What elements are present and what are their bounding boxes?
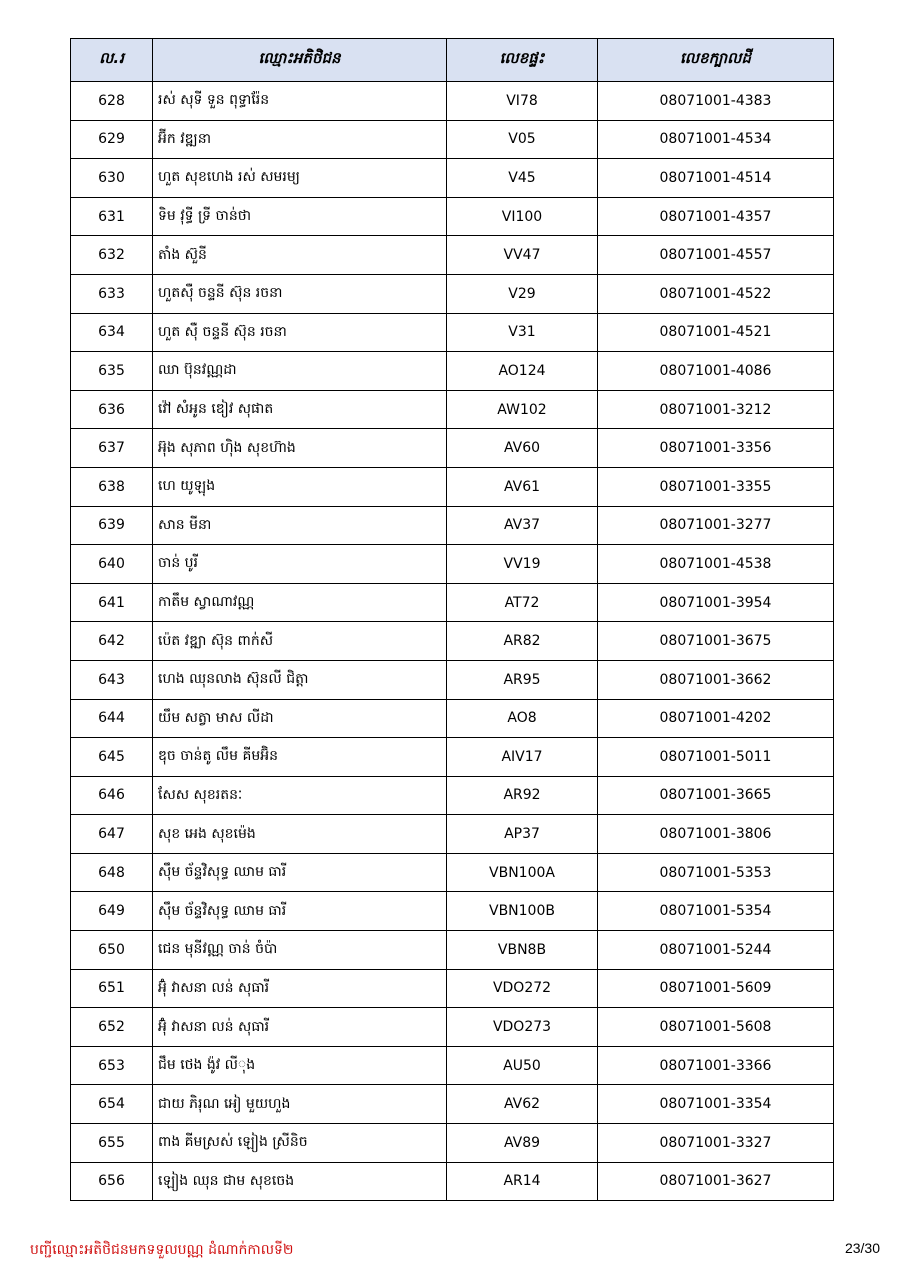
- customer-name: ហួតស៊ឺ ចន្ទនី ស៊ុន រចនា: [153, 274, 447, 313]
- row-number: 631: [71, 197, 153, 236]
- customer-name: ហួត សុខហេង រស់ សមរម្យ: [153, 159, 447, 198]
- house-number: V29: [447, 274, 598, 313]
- row-number: 636: [71, 390, 153, 429]
- table-row: [71, 931, 834, 970]
- table-row: [71, 1085, 834, 1124]
- row-number: 632: [71, 236, 153, 275]
- table-row: [71, 738, 834, 777]
- house-number: AR95: [447, 660, 598, 699]
- table-row: [71, 545, 834, 584]
- header-customer-name: ឈ្មោះអតិថិជន: [153, 39, 447, 82]
- house-number: AP37: [447, 815, 598, 854]
- land-number: 08071001-4522: [598, 274, 834, 313]
- table-row: [71, 390, 834, 429]
- customer-name: ជេន មុនីវណ្ណ ចាន់ ចំប៉ា: [153, 931, 447, 970]
- house-number: VBN8B: [447, 931, 598, 970]
- customer-name: សាន មីនា: [153, 506, 447, 545]
- customer-name: យឹម សត្វា មាស លីដា: [153, 699, 447, 738]
- table-row: [71, 660, 834, 699]
- land-number: 08071001-4357: [598, 197, 834, 236]
- table-row: [71, 159, 834, 198]
- customer-name: ស៊ឹម ច័ន្ទវិសុទ្ធ ឈាម ធារី: [153, 853, 447, 892]
- house-number: AU50: [447, 1046, 598, 1085]
- footer-title: បញ្ជីឈ្មោះអតិថិជនមកទទួលបណ្ណ ដំណាក់កាលទី២: [30, 1242, 294, 1258]
- table-row: [71, 853, 834, 892]
- row-number: 628: [71, 82, 153, 121]
- house-number: AV37: [447, 506, 598, 545]
- house-number: AO124: [447, 352, 598, 391]
- house-number: VI100: [447, 197, 598, 236]
- land-number: 08071001-4534: [598, 120, 834, 159]
- table-row: [71, 274, 834, 313]
- row-number: 645: [71, 738, 153, 777]
- customer-name: ឡៀង ឈុន ជាម សុខចេង: [153, 1162, 447, 1201]
- table-row: [71, 699, 834, 738]
- land-number: 08071001-3627: [598, 1162, 834, 1201]
- house-number: AW102: [447, 390, 598, 429]
- land-number: 08071001-4086: [598, 352, 834, 391]
- land-number: 08071001-3675: [598, 622, 834, 661]
- row-number: 649: [71, 892, 153, 931]
- customer-name: សែស សុខរតនៈ: [153, 776, 447, 815]
- table-row: [71, 467, 834, 506]
- customer-name: អ៊ីក វឌ្ឍនា: [153, 120, 447, 159]
- customer-name: កាតឹម ស្វាណាវណ្ណ: [153, 583, 447, 622]
- row-number: 647: [71, 815, 153, 854]
- customer-name: សុខ អេង សុខម៉េង: [153, 815, 447, 854]
- customer-name: អ៊ុំ វាសនា លន់ សុធារី: [153, 1008, 447, 1047]
- row-number: 629: [71, 120, 153, 159]
- customer-name: រស់ សុទី ទួន ពុទ្ធារ៉ែន: [153, 82, 447, 121]
- land-number: 08071001-5608: [598, 1008, 834, 1047]
- customer-name: ជាយ ភិរុណ អៀ មួយហួង: [153, 1085, 447, 1124]
- land-number: 08071001-3366: [598, 1046, 834, 1085]
- header-house-number: លេខផ្ទះ: [447, 39, 598, 82]
- row-number: 652: [71, 1008, 153, 1047]
- house-number: VI78: [447, 82, 598, 121]
- table-row: [71, 429, 834, 468]
- house-number: AT72: [447, 583, 598, 622]
- land-number: 08071001-3354: [598, 1085, 834, 1124]
- customer-name: ទិម វុទ្ធី ទ្រី ចាន់ថា: [153, 197, 447, 236]
- house-number: AV89: [447, 1124, 598, 1163]
- house-number: AO8: [447, 699, 598, 738]
- table-row: [71, 506, 834, 545]
- customer-name: វ៉ៅ សំអូន ឌៀវ សុផាត: [153, 390, 447, 429]
- row-number: 655: [71, 1124, 153, 1163]
- table-row: [71, 969, 834, 1008]
- row-number: 644: [71, 699, 153, 738]
- customer-name: ហេ យូឡុង: [153, 467, 447, 506]
- customer-name: ឌុច ចាន់តូ លឹម គីមអ៊ិន: [153, 738, 447, 777]
- customer-name: តាំង ស៊ួនី: [153, 236, 447, 275]
- table-row: [71, 622, 834, 661]
- row-number: 653: [71, 1046, 153, 1085]
- land-number: 08071001-3355: [598, 467, 834, 506]
- table-row: [71, 352, 834, 391]
- table-row: [71, 583, 834, 622]
- table-row: [71, 1046, 834, 1085]
- row-number: 640: [71, 545, 153, 584]
- row-number: 650: [71, 931, 153, 970]
- house-number: AIV17: [447, 738, 598, 777]
- house-number: V31: [447, 313, 598, 352]
- land-number: 08071001-3327: [598, 1124, 834, 1163]
- house-number: AR82: [447, 622, 598, 661]
- table-row: [71, 120, 834, 159]
- house-number: AV60: [447, 429, 598, 468]
- land-number: 08071001-3806: [598, 815, 834, 854]
- table-row: [71, 82, 834, 121]
- house-number: VBN100A: [447, 853, 598, 892]
- house-number: AV62: [447, 1085, 598, 1124]
- row-number: 639: [71, 506, 153, 545]
- row-number: 643: [71, 660, 153, 699]
- row-number: 630: [71, 159, 153, 198]
- land-number: 08071001-3665: [598, 776, 834, 815]
- table-row: [71, 313, 834, 352]
- row-number: 654: [71, 1085, 153, 1124]
- land-number: 08071001-3277: [598, 506, 834, 545]
- customer-name: ប៉េត វឌ្ឍា ស៊ុន ពាក់សី: [153, 622, 447, 661]
- land-number: 08071001-4202: [598, 699, 834, 738]
- land-number: 08071001-3954: [598, 583, 834, 622]
- customer-name: អ៊ុង សុភាព ហ៊ិង សុខហ៊ាង: [153, 429, 447, 468]
- row-number: 642: [71, 622, 153, 661]
- page-number: 23/30: [844, 1240, 880, 1256]
- row-number: 646: [71, 776, 153, 815]
- land-number: 08071001-5609: [598, 969, 834, 1008]
- land-number: 08071001-4383: [598, 82, 834, 121]
- land-number: 08071001-5354: [598, 892, 834, 931]
- house-number: V05: [447, 120, 598, 159]
- row-number: 656: [71, 1162, 153, 1201]
- land-number: 08071001-5244: [598, 931, 834, 970]
- table-row: [71, 1124, 834, 1163]
- row-number: 641: [71, 583, 153, 622]
- house-number: VDO273: [447, 1008, 598, 1047]
- land-number: 08071001-4557: [598, 236, 834, 275]
- table-row: [71, 776, 834, 815]
- land-number: 08071001-3212: [598, 390, 834, 429]
- row-number: 637: [71, 429, 153, 468]
- customer-table: [70, 38, 834, 1201]
- row-number: 635: [71, 352, 153, 391]
- table-row: [71, 1008, 834, 1047]
- table-row: [71, 815, 834, 854]
- table-row: [71, 236, 834, 275]
- customer-name: ឈា ប៊ុនវណ្ណដា: [153, 352, 447, 391]
- table-header-row: [71, 39, 834, 82]
- land-number: 08071001-4538: [598, 545, 834, 584]
- customer-name: ជឹម ថេង ង៉ូវ លីុង: [153, 1046, 447, 1085]
- table-row: [71, 197, 834, 236]
- house-number: AR92: [447, 776, 598, 815]
- table-row: [71, 892, 834, 931]
- customer-name: ហេង ឈុនលាង ស៊ុនលី ជិត្តា: [153, 660, 447, 699]
- land-number: 08071001-3662: [598, 660, 834, 699]
- customer-name: ស៊ឹម ច័ន្ទវិសុទ្ធ ឈាម ធារី: [153, 892, 447, 931]
- land-number: 08071001-3356: [598, 429, 834, 468]
- customer-name: ពាង គីមស្រស់ ឡៀង ស្រីនិច: [153, 1124, 447, 1163]
- row-number: 651: [71, 969, 153, 1008]
- land-number: 08071001-4514: [598, 159, 834, 198]
- row-number: 648: [71, 853, 153, 892]
- house-number: AR14: [447, 1162, 598, 1201]
- house-number: AV61: [447, 467, 598, 506]
- header-land-number: លេខក្បាលដី: [598, 39, 834, 82]
- customer-name: អ៊ុំ វាសនា លន់ សុធារី: [153, 969, 447, 1008]
- row-number: 633: [71, 274, 153, 313]
- row-number: 634: [71, 313, 153, 352]
- land-number: 08071001-5353: [598, 853, 834, 892]
- house-number: VV19: [447, 545, 598, 584]
- house-number: VV47: [447, 236, 598, 275]
- row-number: 638: [71, 467, 153, 506]
- house-number: VBN100B: [447, 892, 598, 931]
- customer-name: ហួត ស៊ឺ ចន្ទនី ស៊ុន រចនា: [153, 313, 447, 352]
- customer-name: ចាន់ បូរី: [153, 545, 447, 584]
- land-number: 08071001-5011: [598, 738, 834, 777]
- land-number: 08071001-4521: [598, 313, 834, 352]
- header-number: ល.រ: [71, 39, 153, 82]
- house-number: VDO272: [447, 969, 598, 1008]
- house-number: V45: [447, 159, 598, 198]
- table-row: [71, 1162, 834, 1201]
